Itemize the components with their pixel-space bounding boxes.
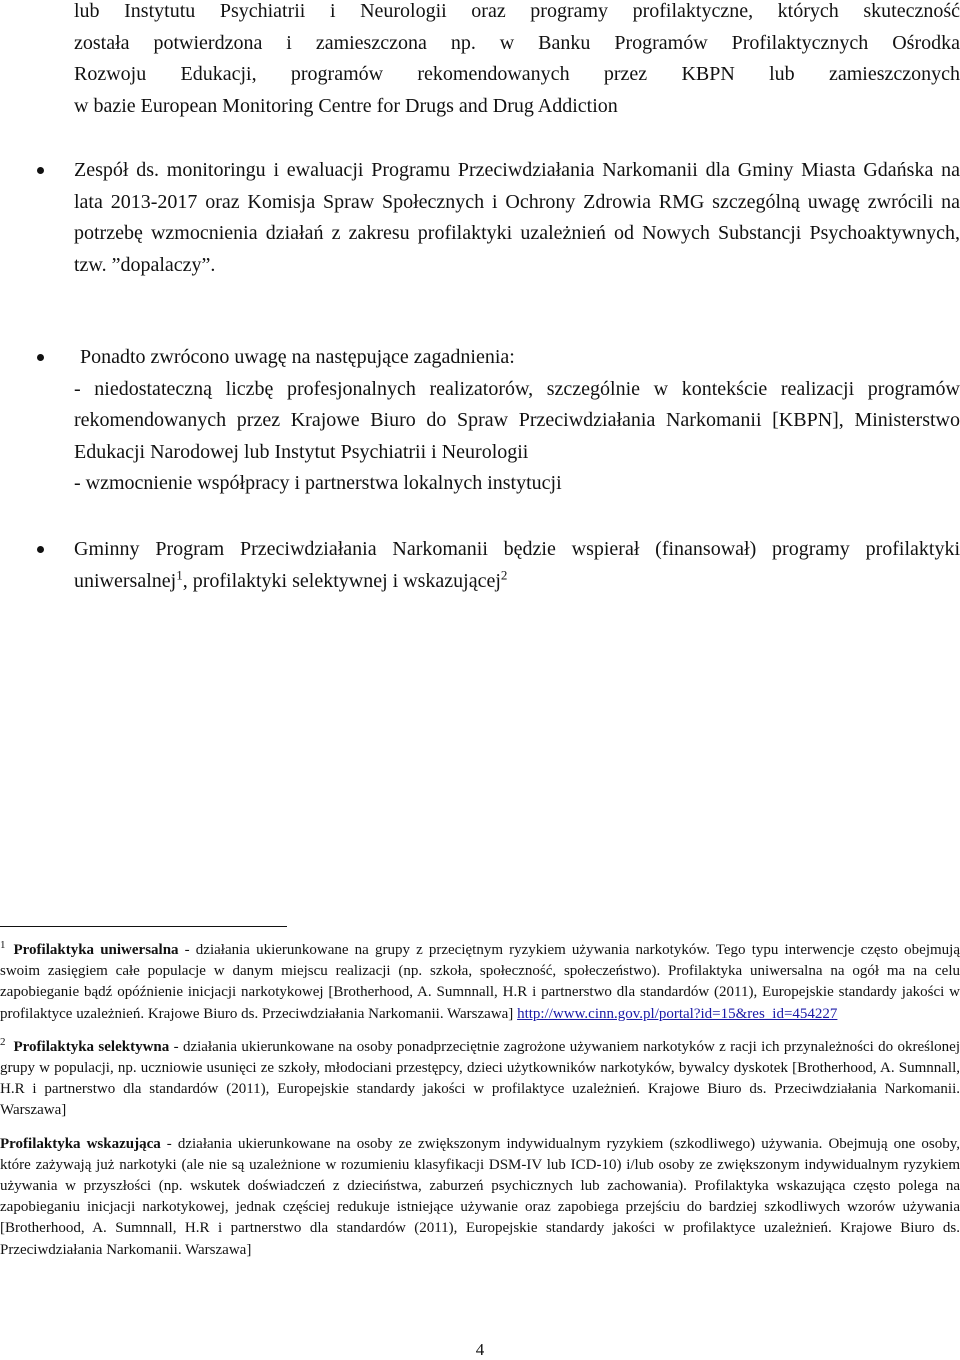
footnote-term: Profilaktyka wskazująca: [0, 1135, 161, 1152]
bullet-intro: Ponadto zwrócono uwagę na następujące zagadnienia:: [80, 346, 515, 368]
bullet-text: [74, 534, 960, 597]
footnote-text: - działania ukierunkowane na osoby ponadprzeciętnie zagrożone używaniem narkotyków z racji ich przynależności do określonej grupy w populacji, np. uczniowie usunięci ze szkoły, młodociani przestępcy, dzieci użytkowników narkotyków, bywalcy dyskotek [Brotherhood, A. Sumnnall, H.R i partnerstwo dla standardów (2011), Europejskie standardy jakości w profilaktyce uzależnień. Krajowe Biuro ds. Przeciwdziałania Narkomanii. Warszawa]: [0, 1038, 960, 1119]
bullet-point: - niedostateczną liczbę profesjonalnych realizatorów, szczególnie w kontekście realizacji programów rekomendowanych przez Krajowe Biuro do Spraw Przeciwdziałania Narkomanii [KBPN], Ministerstwo Edukacji Narodowej lub Instytut Psychiatrii i Neurologii: [74, 377, 960, 463]
continuation-line: lub Instytutu Psychiatrii i Neurologii oraz programy profilaktyczne, których skuteczność: [74, 0, 960, 22]
footnotes: [0, 940, 960, 1273]
program-text-part: , profilaktyki selektywnej i wskazującej: [182, 569, 501, 592]
bullet-item-monitoring: [74, 155, 960, 281]
program-text-part: Gminny Program Przeciwdziałania Narkomanii będzie wspierał (finansował) programy profilaktyki uniwersalnej: [74, 538, 960, 592]
footnote-term: Profilaktyka uniwersalna: [13, 942, 179, 958]
footnote-indicated: [0, 1134, 960, 1261]
continuation-block: [74, 0, 960, 122]
footnote-number: 1: [0, 939, 6, 951]
bullet-dot: [37, 354, 44, 361]
footnote-text: - działania ukierunkowane na grupy z przeciętnym ryzykiem używania narkotyków. Tego typu interwencje często obejmują swoim zasięgiem całe populacje w danym miejscu realizacji (np. szkoła, społeczność, społeczeństwo). Profilaktyka uniwersalna na ogół ma na celu zapobieganie bądź opóźnienie inicjacji narkotykowej [Brotherhood, A. Sumnnall, H.R i partnerstwo dla standardów (2011), Europejskie standardy jakości w profilaktyce uzależnień. Krajowe Biuro ds. Przeciwdziałania Narkomanii. Warszawa]: [0, 942, 960, 1022]
continuation-line: Rozwoju Edukacji, programów rekomendowanych przez KBPN lub zamieszczonych: [74, 63, 960, 85]
footnote-link[interactable]: http://www.cinn.gov.pl/portal?id=15&res_id=454227: [517, 1005, 838, 1022]
footnote-term: Profilaktyka selektywna: [13, 1038, 170, 1055]
bullet-item-issues: [74, 342, 960, 500]
continuation-line: została potwierdzona i zamieszczona np. w Banku Programów Profilaktycznych Ośrodka: [74, 31, 960, 54]
bullet-text: Zespół ds. monitoringu i ewaluacji Programu Przeciwdziałania Narkomanii dla Gminy Miasta Gdańska na lata 2013-2017 oraz Komisja Spraw Społecznych i Ochrony Zdrowia RMG szczególną uwagę zwrócili na potrzebę wzmocnienia działań z zakresu profilaktyki uzależnień od Nowych Substancji Psychoaktywnych, tzw. ”dopalaczy”.: [74, 159, 960, 276]
footnote-ref[interactable]: 1: [176, 566, 183, 582]
footnote-number: 2: [0, 1035, 6, 1048]
footnote-selective: [0, 1037, 960, 1122]
bullet-dot: [37, 546, 44, 553]
bullet-dot: [37, 167, 44, 174]
footnote-separator: [0, 926, 287, 927]
continuation-line: w bazie European Monitoring Centre for Drugs and Drug Addiction: [74, 94, 618, 117]
page-number: 4: [475, 1340, 485, 1359]
bullet-point: - wzmocnienie współpracy i partnerstwa lokalnych instytucji: [74, 472, 562, 494]
footnote-ref[interactable]: 2: [500, 566, 508, 582]
footnote-universal: [0, 940, 960, 1025]
footnote-text: - działania ukierunkowane na osoby ze zwiększonym indywidualnym ryzykiem (szkodliwego) używania. Obejmują one osoby, które zażywają już narkotyki (ale nie są uzależnione w rozumieniu klasyfikacji DSM-IV lub ICD-10) i/lub osoby ze zwiększonym indywidualnym ryzykiem używania w przyszłości (np. wskutek doświadczeń z dzieciństwa, zaburzeń psychicznych lub zachowania). Profilaktyka wskazująca często polega na zapobieganiu inicjacji narkotykowej, jednak częściej redukuje istniejące używanie oraz zapobiega przejściu do bardziej szkodliwych wzorów używania [Brotherhood, A. Sumnnall, H.R i partnerstwo dla standardów (2011), Europejskie standardy jakości w profilaktyce uzależnień. Krajowe Biuro ds. Przeciwdziałania Narkomanii. Warszawa]: [0, 1135, 960, 1258]
bullet-item-program: [74, 534, 960, 597]
